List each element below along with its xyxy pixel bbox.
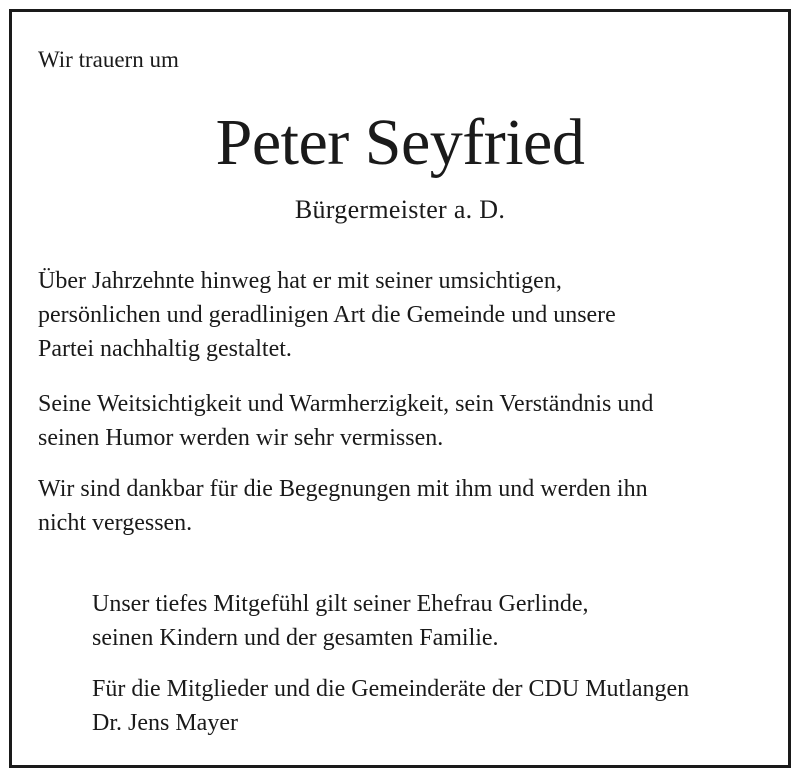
deceased-name: Peter Seyfried bbox=[215, 106, 585, 179]
condolence-line: seinen Kindern und der gesamten Familie. bbox=[92, 625, 499, 651]
paragraph-line: nicht vergessen. bbox=[38, 510, 193, 536]
intro-text: Wir trauern um bbox=[38, 47, 179, 72]
paragraph-line: Über Jahrzehnte hinweg hat er mit seiner umsichtigen, bbox=[38, 268, 562, 294]
paragraph-line: Partei nachhaltig gestaltet. bbox=[38, 336, 292, 362]
paragraph-line: Wir sind dankbar für die Begegnungen mit ihm und werden ihn bbox=[38, 476, 648, 502]
paragraph-line: Seine Weitsichtigkeit und Warmherzigkeit, sein Verständnis und bbox=[38, 391, 654, 417]
deceased-title: Bürgermeister a. D. bbox=[294, 195, 506, 224]
signature-block bbox=[92, 672, 782, 740]
signature-organization: Für die Mitglieder und die Gemeinderäte der CDU Mutlangen bbox=[92, 676, 690, 702]
tribute-paragraph bbox=[38, 472, 768, 540]
paragraph-line: seinen Humor werden wir sehr vermissen. bbox=[38, 425, 444, 451]
tribute-paragraph bbox=[38, 264, 768, 366]
tribute-paragraph bbox=[38, 387, 768, 455]
condolence-line: Unser tiefes Mitgefühl gilt seiner Ehefrau Gerlinde, bbox=[92, 591, 589, 617]
condolence-text bbox=[92, 587, 782, 655]
signature-name: Dr. Jens Mayer bbox=[92, 710, 238, 736]
paragraph-line: persönlichen und geradlinigen Art die Gemeinde und unsere bbox=[38, 302, 616, 328]
